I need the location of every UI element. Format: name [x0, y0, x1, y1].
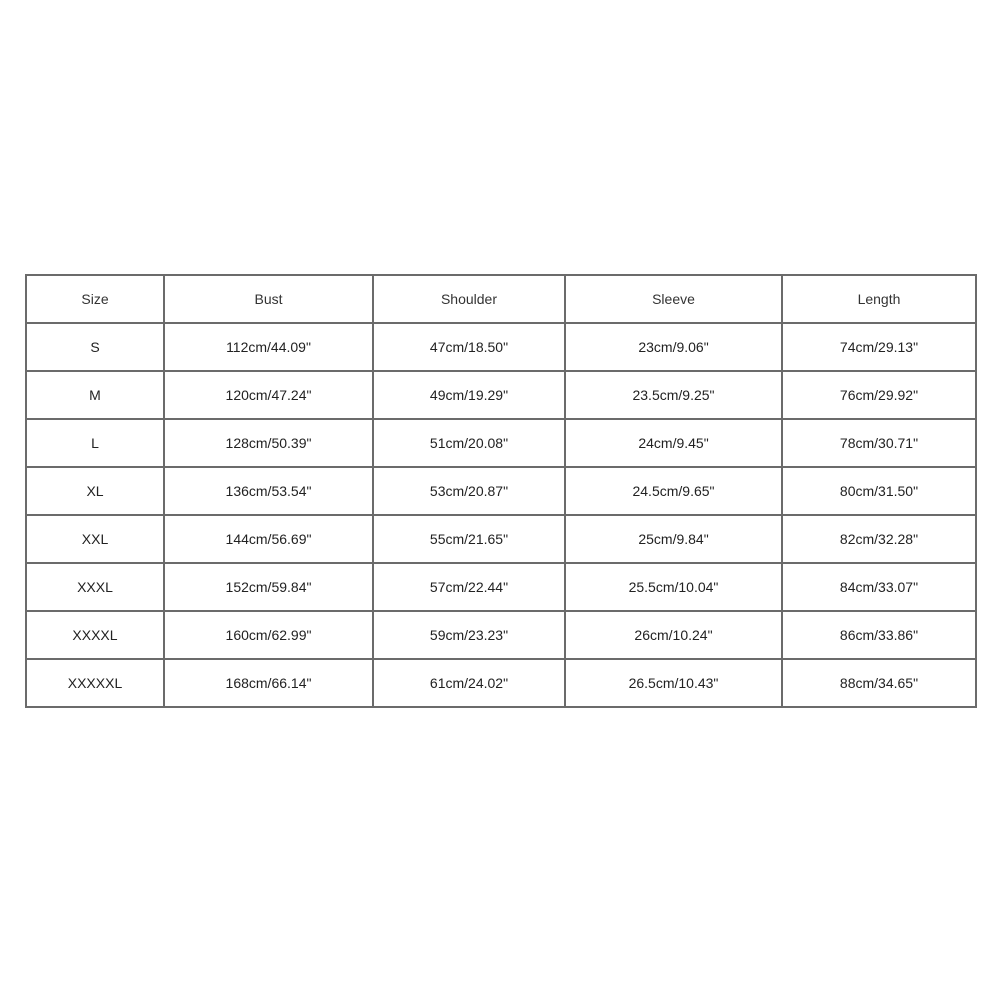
bust-cell: 168cm/66.14": [164, 659, 373, 707]
shoulder-cell: 53cm/20.87": [373, 467, 565, 515]
length-cell: 74cm/29.13": [782, 323, 976, 371]
size-cell: M: [26, 371, 164, 419]
bust-cell: 144cm/56.69": [164, 515, 373, 563]
header-row: [26, 275, 976, 323]
table-row: [26, 467, 976, 515]
bust-cell: 128cm/50.39": [164, 419, 373, 467]
table-row: [26, 659, 976, 707]
size-cell: XL: [26, 467, 164, 515]
size-cell: L: [26, 419, 164, 467]
length-cell: 86cm/33.86": [782, 611, 976, 659]
bust-cell: 160cm/62.99": [164, 611, 373, 659]
size-cell: XXL: [26, 515, 164, 563]
sleeve-cell: 25.5cm/10.04": [565, 563, 782, 611]
bust-cell: 112cm/44.09": [164, 323, 373, 371]
size-chart-table: [25, 274, 977, 708]
shoulder-cell: 47cm/18.50": [373, 323, 565, 371]
bust-cell: 120cm/47.24": [164, 371, 373, 419]
length-cell: 82cm/32.28": [782, 515, 976, 563]
bust-cell: 152cm/59.84": [164, 563, 373, 611]
shoulder-cell: 55cm/21.65": [373, 515, 565, 563]
length-cell: 80cm/31.50": [782, 467, 976, 515]
sleeve-cell: 23.5cm/9.25": [565, 371, 782, 419]
length-cell: 84cm/33.07": [782, 563, 976, 611]
table-row: [26, 323, 976, 371]
sleeve-cell: 24cm/9.45": [565, 419, 782, 467]
header-bust: Bust: [164, 275, 373, 323]
length-cell: 78cm/30.71": [782, 419, 976, 467]
bust-cell: 136cm/53.54": [164, 467, 373, 515]
sleeve-cell: 24.5cm/9.65": [565, 467, 782, 515]
size-cell: XXXL: [26, 563, 164, 611]
length-cell: 76cm/29.92": [782, 371, 976, 419]
sleeve-cell: 26.5cm/10.43": [565, 659, 782, 707]
sleeve-cell: 26cm/10.24": [565, 611, 782, 659]
header-shoulder: Shoulder: [373, 275, 565, 323]
table-row: [26, 419, 976, 467]
header-sleeve: Sleeve: [565, 275, 782, 323]
size-cell: XXXXXL: [26, 659, 164, 707]
sleeve-cell: 23cm/9.06": [565, 323, 782, 371]
sleeve-cell: 25cm/9.84": [565, 515, 782, 563]
shoulder-cell: 49cm/19.29": [373, 371, 565, 419]
size-cell: S: [26, 323, 164, 371]
shoulder-cell: 51cm/20.08": [373, 419, 565, 467]
size-cell: XXXXL: [26, 611, 164, 659]
shoulder-cell: 59cm/23.23": [373, 611, 565, 659]
table-row: [26, 515, 976, 563]
shoulder-cell: 57cm/22.44": [373, 563, 565, 611]
header-length: Length: [782, 275, 976, 323]
shoulder-cell: 61cm/24.02": [373, 659, 565, 707]
length-cell: 88cm/34.65": [782, 659, 976, 707]
table-row: [26, 563, 976, 611]
table-row: [26, 611, 976, 659]
table-row: [26, 371, 976, 419]
header-size: Size: [26, 275, 164, 323]
